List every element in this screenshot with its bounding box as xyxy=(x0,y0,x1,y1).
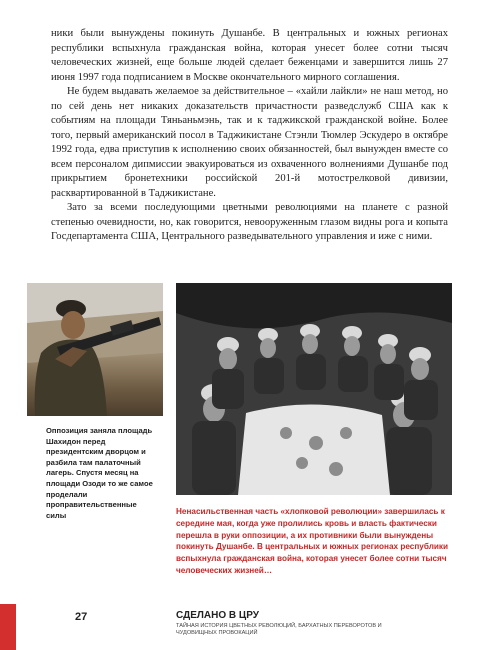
paragraph-2: Не будем выдавать желаемое за действительное – «хайли лайкли» не наш метод, но по сей день нет никаких доказательств причастности разведслужб США как к событиям на площади Тяньаньмэнь, так и к таджикской гражданской войне. Более того, первый американский посол в Таджикистане Стэнли Тюмлер Эскудеро в октябре 1992 года, едва приступив к исполнению своих обязанностей, был вынужден вместе со всем персоналом дипмиссии эвакуироваться из охваченного волнениями Душанбе под прикрытием бронетехники российской 201-й мотострелковой дивизии, расквартированной в Таджикистане. xyxy=(51,86,448,199)
accent-bar xyxy=(0,604,16,650)
photo-crowd-gathering xyxy=(176,283,452,495)
running-title: СДЕЛАНО В ЦРУ xyxy=(176,610,259,621)
running-subtitle: ТАЙНАЯ ИСТОРИЯ ЦВЕТНЫХ РЕВОЛЮЦИЙ, БАРХАТНЫХ ПЕРЕВОРОТОВ И ЧУДОВИЩНЫХ ПРОВОКАЦИЙ xyxy=(176,623,382,636)
paragraph-3: Зато за всеми последующими цветными революциями на планете с разной степенью очевидности, но, как говорится, невооруженным глазом видны рога и копыта Госдепартамента США, Центрального разведывательного управления и иже с ними. xyxy=(51,202,448,242)
page-number: 27 xyxy=(75,611,88,623)
caption-right: Ненасильственная часть «хлопковой революции» завершилась к середине мая, когда уже пролились кровь и власть фактически перешла в руки оппозиции, а их противники были вынуждены покинуть Душанбе. В центральных и южных регионах республики вспыхнула гражданская война, которая унесет более сотни тысяч человеческих жизней… xyxy=(176,507,449,575)
paragraph-1: ники были вынуждены покинуть Душанбе. В центральных и южных регионах республики вспыхнула гражданская война, которая унесет более сотни тысяч человеческих жизней, еще больше людей сделает беженцами и завершится лишь 27 июня 1997 года подписанием в Москве окончательного мирного соглашения. xyxy=(51,28,448,83)
photo-armed-fighter xyxy=(27,283,163,416)
main-text xyxy=(51,27,448,245)
caption-left: Оппозиция заняла площадь Шахидон перед президентским дворцом и разбила там палаточный лагерь. Спустя месяц на площади Озоди то же самое проделали проправительственные силы xyxy=(46,426,153,520)
